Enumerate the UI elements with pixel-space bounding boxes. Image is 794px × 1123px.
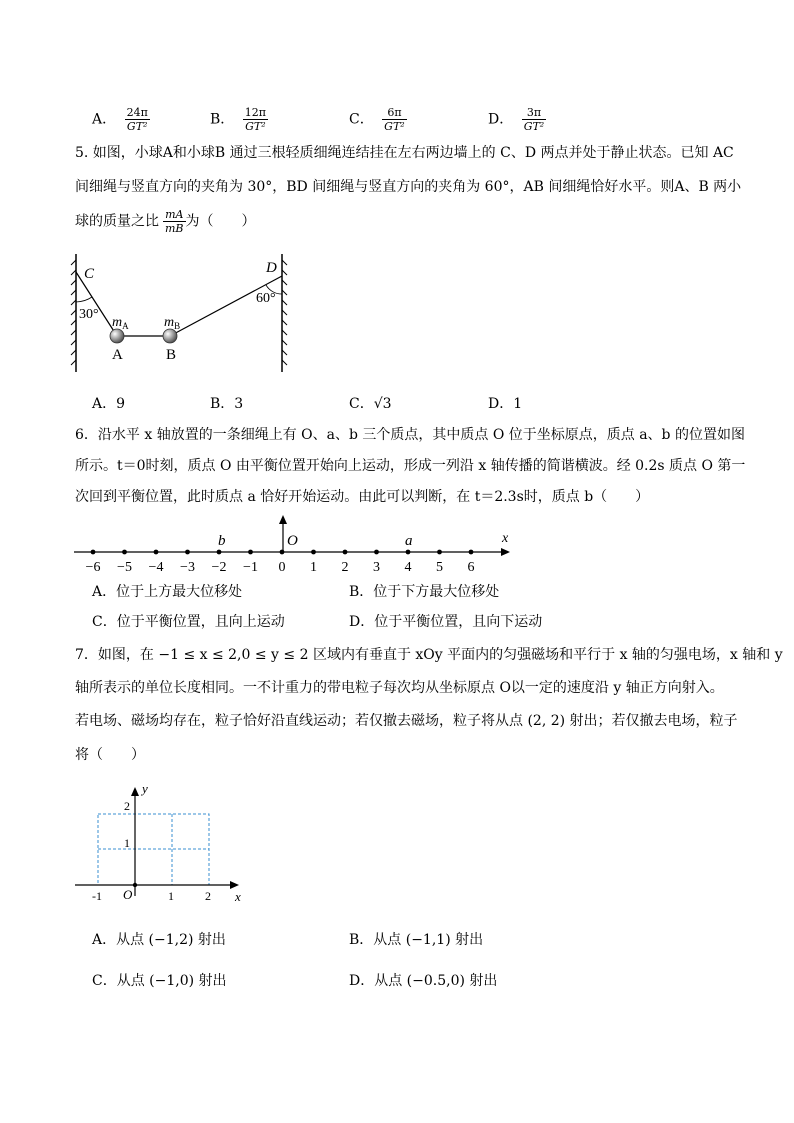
axis-tick-label: −1	[243, 560, 258, 575]
ball-b-label: B	[166, 347, 177, 363]
q6-text-line3: 次回到平衡位置，此时质点 a 恰好开始运动。由此可以判断，在 t＝2.3s时，质点 b（ ）	[75, 489, 650, 505]
axis-point	[217, 550, 222, 555]
fraction	[382, 106, 407, 133]
q5-option-b[interactable]: B．3	[210, 396, 244, 412]
o-up-arrow-head	[279, 515, 287, 524]
ball-a-label: A	[112, 347, 123, 363]
q5-option-c[interactable]: C．√3	[349, 396, 392, 412]
y-axis-arrow	[131, 787, 139, 796]
axis-tick-label: 3	[373, 560, 380, 575]
x-axis-arrow	[501, 548, 510, 556]
string-ac	[76, 272, 117, 336]
axis-point	[311, 550, 316, 555]
axis-point	[248, 550, 253, 555]
field-region-grid	[98, 814, 209, 885]
q7-text-line2: 轴所表示的单位长度相同。一不计重力的带电粒子每次均从坐标原点 O以一定的速度沿 y 轴正方向射入。	[75, 680, 724, 696]
x-tick-2: 2	[205, 889, 211, 903]
option-label: B．	[210, 111, 235, 128]
q7-option-b[interactable]: B．从点 (−1,1) 射出	[349, 932, 484, 948]
q5-line3-prefix: 球的质量之比	[75, 213, 159, 230]
q6-axis-figure	[70, 512, 520, 576]
q5-line3-suffix: 为（ ）	[185, 213, 256, 230]
numerator: 12π	[244, 106, 266, 119]
axis-tick-label: 4	[404, 560, 412, 575]
q6-option-a[interactable]: A．位于上方最大位移处	[92, 584, 243, 600]
x-axis-label: x	[502, 531, 509, 546]
angle-d-label: 60°	[256, 291, 276, 306]
q6-option-d[interactable]: D．位于平衡位置，且向下运动	[349, 614, 543, 630]
q4-option-d[interactable]	[488, 106, 546, 133]
mass-ratio-fraction	[163, 208, 186, 235]
axis-point	[343, 550, 348, 555]
q4-option-b[interactable]	[210, 106, 268, 133]
denominator: GT²	[126, 120, 148, 133]
axis-point	[91, 550, 96, 555]
axis-tick-label: −5	[117, 560, 132, 575]
axis-point	[469, 550, 474, 555]
q6-text-line2: 所示。t＝0时刻，质点 O 由平衡位置开始向上运动，形成一列沿 x 轴传播的简谐横波。经 0.2s 质点 O 第一	[75, 458, 746, 474]
axis-tick-label: 0	[278, 560, 286, 575]
q5-text-line2: 间细绳与竖直方向的夹角为 30°，BD 间细绳与竖直方向的夹角为 60°，AB 间细绳恰好水平。则A、B 两小	[75, 179, 742, 195]
ratio-numerator: mA	[163, 208, 186, 222]
q5-text-line3	[75, 208, 725, 235]
angle-c-label: 30°	[79, 307, 99, 322]
q7-text-line3: 若电场、磁场均存在，粒子恰好沿直线运动；若仅撤去磁场，粒子将从点 (2, 2) 射出；若仅撤去电场，粒子	[75, 713, 738, 729]
q7-text-line1: 7．如图，在 −1 ≤ x ≤ 2,0 ≤ y ≤ 2 区域内有垂直于 xOy 平面内的匀强磁场和平行于 x 轴的匀强电场，x 轴和 y	[75, 647, 783, 663]
x-tick-neg1: -1	[92, 889, 102, 903]
axis-points	[86, 550, 475, 575]
label-c: C	[84, 266, 95, 282]
axis-point	[374, 550, 379, 555]
x-axis-arrow	[230, 881, 239, 889]
axis-tick-label: −4	[148, 560, 164, 575]
fraction	[125, 106, 150, 133]
axis-tick-label: −2	[211, 560, 227, 575]
string-bd	[170, 276, 282, 336]
q5-option-a[interactable]: A．9	[92, 396, 126, 412]
axis-tick-label: 2	[341, 560, 349, 575]
option-label: C．	[349, 111, 374, 128]
x-tick-1: 1	[168, 889, 174, 903]
q7-text-line4: 将（ ）	[75, 747, 145, 763]
axis-point	[437, 550, 442, 555]
denominator: GT²	[384, 120, 405, 133]
fraction	[522, 106, 547, 133]
axis-tick-label: 5	[436, 560, 443, 575]
q7-graph	[70, 778, 250, 908]
option-label: A．	[92, 111, 117, 128]
origin-label: O	[123, 887, 133, 902]
q4-option-a[interactable]	[92, 106, 150, 133]
denominator: GT²	[523, 120, 545, 133]
axis-tick-label: −6	[85, 560, 101, 575]
numerator: 6π	[382, 106, 407, 120]
axis-tick-label: −3	[180, 560, 195, 575]
origin-dot	[133, 883, 137, 887]
ball-a	[110, 329, 124, 343]
mass-a-label: $m_A$	[112, 315, 129, 331]
point-b-label: b	[218, 533, 226, 549]
numerator: 3π	[522, 106, 547, 120]
angle-arc-c	[76, 297, 92, 302]
axis-tick-label: 6	[467, 560, 475, 575]
q6-option-c[interactable]: C．位于平衡位置，且向上运动	[92, 614, 285, 630]
q5-option-d[interactable]: D．1	[488, 396, 523, 412]
axis-tick-label: 1	[310, 560, 317, 575]
q7-option-d[interactable]: D．从点 (−0.5,0) 射出	[349, 973, 498, 989]
ratio-denominator: mB	[165, 222, 184, 235]
fraction	[243, 106, 268, 133]
numerator: 24π	[126, 106, 148, 119]
x-axis-label: x	[235, 889, 241, 904]
point-o-label: O	[287, 533, 298, 549]
q6-option-b[interactable]: B．位于下方最大位移处	[349, 584, 500, 600]
q5-figure	[70, 250, 300, 380]
y-tick-2: 2	[124, 799, 130, 813]
axis-point	[154, 550, 159, 555]
axis-point	[122, 550, 127, 555]
q5-text-line1: 5. 如图，小球A和小球B 通过三根轻质细绳连结挂在左右两边墙上的 C、D 两点并处于静止状态。已知 AC	[75, 145, 734, 161]
axis-point	[406, 550, 411, 555]
q7-option-c[interactable]: C．从点 (−1,0) 射出	[92, 973, 227, 989]
axis-point	[185, 550, 190, 555]
label-d: D	[266, 260, 277, 276]
denominator: GT²	[245, 120, 266, 133]
q4-option-c[interactable]	[349, 106, 407, 133]
q6-text-line1: 6．沿水平 x 轴放置的一条细绳上有 O、a、b 三个质点，其中质点 O 位于坐标原点，质点 a、b 的位置如图	[75, 427, 745, 443]
mass-b-label: $m_B$	[164, 315, 181, 331]
option-label: D．	[488, 111, 514, 128]
point-a-label: a	[405, 533, 413, 549]
y-axis-label: y	[142, 781, 148, 796]
axis-point	[280, 550, 285, 555]
y-tick-1: 1	[124, 836, 130, 850]
q7-option-a[interactable]: A．从点 (−1,2) 射出	[92, 932, 226, 948]
ball-b	[163, 329, 177, 343]
